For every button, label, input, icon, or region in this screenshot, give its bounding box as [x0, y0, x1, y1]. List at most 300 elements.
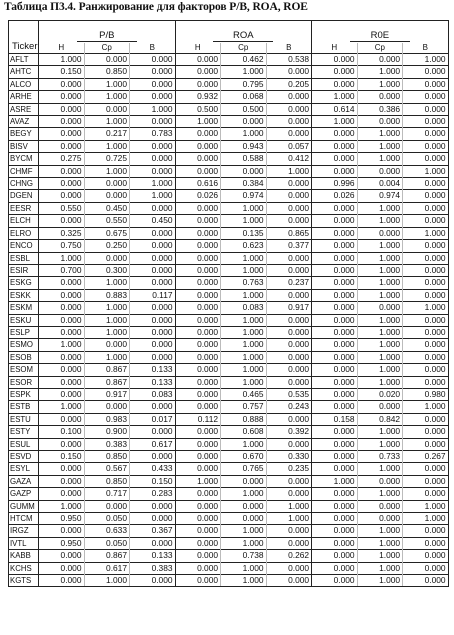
- value-cell: 1.000: [84, 302, 130, 314]
- value-cell: 0.000: [266, 66, 312, 78]
- value-cell: 1.000: [84, 277, 130, 289]
- ticker-cell: HTCM: [9, 513, 39, 525]
- value-cell: 0.000: [130, 426, 176, 438]
- value-cell: 0.000: [84, 178, 130, 190]
- value-cell: 1.000: [39, 54, 85, 66]
- value-cell: 1.000: [221, 339, 267, 351]
- ticker-cell: ASRE: [9, 103, 39, 115]
- value-cell: 0.386: [357, 103, 403, 115]
- ticker-cell: AVAZ: [9, 116, 39, 128]
- table-row: [9, 550, 449, 562]
- value-cell: 0.000: [266, 475, 312, 487]
- value-cell: 0.535: [266, 388, 312, 400]
- value-cell: 0.283: [130, 488, 176, 500]
- value-cell: 0.250: [84, 240, 130, 252]
- value-cell: 0.750: [39, 240, 85, 252]
- value-cell: 0.000: [39, 289, 85, 301]
- value-cell: 0.000: [175, 252, 221, 264]
- value-cell: 0.217: [84, 128, 130, 140]
- value-cell: 0.883: [84, 289, 130, 301]
- value-cell: 0.133: [130, 550, 176, 562]
- value-cell: 0.917: [84, 388, 130, 400]
- ticker-cell: ESUL: [9, 438, 39, 450]
- value-cell: 0.867: [84, 550, 130, 562]
- value-cell: 1.000: [403, 401, 449, 413]
- value-cell: 0.917: [266, 302, 312, 314]
- value-cell: 0.267: [403, 451, 449, 463]
- ticker-cell: ESKG: [9, 277, 39, 289]
- value-cell: 0.675: [84, 227, 130, 239]
- ticker-cell: ESOR: [9, 376, 39, 388]
- value-cell: 0.670: [221, 451, 267, 463]
- value-cell: 1.000: [221, 264, 267, 276]
- value-cell: 0.000: [403, 575, 449, 587]
- value-cell: 1.000: [221, 351, 267, 363]
- value-cell: 0.205: [266, 78, 312, 90]
- value-cell: 1.000: [403, 302, 449, 314]
- value-cell: 1.000: [84, 351, 130, 363]
- value-cell: 0.000: [312, 215, 358, 227]
- value-cell: 0.614: [312, 103, 358, 115]
- value-cell: 0.000: [175, 314, 221, 326]
- table-row: [9, 91, 449, 103]
- value-cell: 1.000: [357, 277, 403, 289]
- value-cell: 0.000: [221, 475, 267, 487]
- value-cell: 0.757: [221, 401, 267, 413]
- value-cell: 0.000: [175, 240, 221, 252]
- value-cell: 1.000: [357, 364, 403, 376]
- value-cell: 1.000: [84, 314, 130, 326]
- value-cell: 0.000: [266, 215, 312, 227]
- value-cell: 0.000: [39, 438, 85, 450]
- value-cell: 0.000: [39, 78, 85, 90]
- value-cell: 1.000: [130, 178, 176, 190]
- value-cell: 0.000: [266, 314, 312, 326]
- value-cell: 0.000: [357, 401, 403, 413]
- value-cell: 0.865: [266, 227, 312, 239]
- value-cell: 0.000: [312, 488, 358, 500]
- value-cell: 0.000: [39, 388, 85, 400]
- value-cell: 0.000: [175, 451, 221, 463]
- subheader-high: В: [266, 43, 312, 54]
- value-cell: 0.950: [39, 513, 85, 525]
- value-cell: 0.000: [39, 314, 85, 326]
- value-cell: 0.000: [403, 178, 449, 190]
- value-cell: 1.000: [357, 376, 403, 388]
- table-row: [9, 513, 449, 525]
- value-cell: 0.000: [403, 351, 449, 363]
- table-row: [9, 227, 449, 239]
- value-cell: 0.000: [266, 252, 312, 264]
- value-cell: 0.000: [221, 116, 267, 128]
- value-cell: 0.538: [266, 54, 312, 66]
- table-row: [9, 426, 449, 438]
- ticker-cell: GAZA: [9, 475, 39, 487]
- table-row: [9, 215, 449, 227]
- value-cell: 0.000: [403, 376, 449, 388]
- ticker-cell: ESOM: [9, 364, 39, 376]
- value-cell: 0.000: [312, 451, 358, 463]
- value-cell: 0.550: [39, 202, 85, 214]
- value-cell: 0.733: [357, 451, 403, 463]
- value-cell: 0.000: [130, 140, 176, 152]
- ticker-cell: ELCH: [9, 215, 39, 227]
- value-cell: 1.000: [130, 103, 176, 115]
- value-cell: 1.000: [403, 500, 449, 512]
- group-header-pb: P/B: [39, 21, 176, 44]
- table-row: [9, 190, 449, 202]
- value-cell: 0.000: [266, 562, 312, 574]
- value-cell: 0.000: [175, 401, 221, 413]
- value-cell: 0.000: [312, 513, 358, 525]
- subheader-low: Н: [39, 43, 85, 54]
- value-cell: 1.000: [221, 215, 267, 227]
- value-cell: 0.000: [403, 252, 449, 264]
- value-cell: 1.000: [357, 289, 403, 301]
- value-cell: 0.000: [403, 488, 449, 500]
- value-cell: 1.000: [312, 91, 358, 103]
- value-cell: 0.000: [312, 240, 358, 252]
- value-cell: 0.020: [357, 388, 403, 400]
- subheader-mid: Ср: [221, 43, 267, 54]
- value-cell: 0.383: [130, 562, 176, 574]
- value-cell: 0.000: [403, 537, 449, 549]
- value-cell: 1.000: [84, 116, 130, 128]
- value-cell: 0.983: [84, 413, 130, 425]
- value-cell: 0.623: [221, 240, 267, 252]
- value-cell: 0.135: [221, 227, 267, 239]
- value-cell: 1.000: [221, 537, 267, 549]
- value-cell: 1.000: [266, 500, 312, 512]
- value-cell: 0.000: [175, 78, 221, 90]
- value-cell: 1.000: [84, 165, 130, 177]
- value-cell: 0.000: [357, 91, 403, 103]
- value-cell: 0.000: [130, 91, 176, 103]
- value-cell: 1.000: [221, 252, 267, 264]
- value-cell: 0.000: [312, 562, 358, 574]
- table-row: [9, 488, 449, 500]
- value-cell: 0.462: [221, 54, 267, 66]
- ticker-cell: KCHS: [9, 562, 39, 574]
- value-cell: 0.000: [84, 500, 130, 512]
- subheader-mid: Ср: [357, 43, 403, 54]
- value-cell: 0.000: [39, 215, 85, 227]
- value-cell: 0.000: [266, 438, 312, 450]
- value-cell: 0.000: [39, 550, 85, 562]
- table-row: [9, 165, 449, 177]
- value-cell: 0.026: [175, 190, 221, 202]
- table-row: [9, 264, 449, 276]
- value-cell: 0.725: [84, 153, 130, 165]
- value-cell: 0.000: [266, 202, 312, 214]
- value-cell: 0.133: [130, 376, 176, 388]
- value-cell: 0.300: [84, 264, 130, 276]
- value-cell: 1.000: [357, 78, 403, 90]
- value-cell: 0.000: [403, 91, 449, 103]
- table-row: [9, 364, 449, 376]
- table-row: [9, 128, 449, 140]
- value-cell: 0.000: [175, 388, 221, 400]
- value-cell: 0.974: [221, 190, 267, 202]
- value-cell: 1.000: [357, 488, 403, 500]
- value-cell: 0.000: [175, 562, 221, 574]
- value-cell: 0.000: [130, 401, 176, 413]
- value-cell: 0.000: [39, 140, 85, 152]
- value-cell: 0.633: [84, 525, 130, 537]
- value-cell: 0.943: [221, 140, 267, 152]
- group-header-roa: ROA: [175, 21, 312, 44]
- value-cell: 0.433: [130, 463, 176, 475]
- value-cell: 1.000: [357, 240, 403, 252]
- value-cell: 0.026: [312, 190, 358, 202]
- value-cell: 0.000: [403, 116, 449, 128]
- value-cell: 1.000: [84, 575, 130, 587]
- ticker-header: Ticker: [9, 21, 39, 54]
- header-row-groups: [9, 21, 449, 44]
- value-cell: 0.000: [175, 215, 221, 227]
- value-cell: 1.000: [357, 153, 403, 165]
- value-cell: 0.050: [84, 537, 130, 549]
- value-cell: 0.000: [266, 116, 312, 128]
- value-cell: 1.000: [357, 537, 403, 549]
- value-cell: 0.000: [403, 153, 449, 165]
- value-cell: 1.000: [357, 550, 403, 562]
- value-cell: 0.000: [312, 388, 358, 400]
- value-cell: 1.000: [221, 202, 267, 214]
- value-cell: 0.765: [221, 463, 267, 475]
- ticker-cell: KGTS: [9, 575, 39, 587]
- value-cell: 0.700: [39, 264, 85, 276]
- value-cell: 0.500: [221, 103, 267, 115]
- value-cell: 1.000: [403, 227, 449, 239]
- ticker-cell: ESKK: [9, 289, 39, 301]
- value-cell: 0.000: [403, 525, 449, 537]
- value-cell: 0.275: [39, 153, 85, 165]
- value-cell: 0.000: [175, 438, 221, 450]
- header-row-sub: [9, 43, 449, 54]
- value-cell: 0.000: [39, 190, 85, 202]
- table-row: [9, 351, 449, 363]
- value-cell: 0.000: [130, 339, 176, 351]
- subheader-high: В: [130, 43, 176, 54]
- value-cell: 0.000: [130, 575, 176, 587]
- subheader-low: Н: [312, 43, 358, 54]
- value-cell: 1.000: [84, 91, 130, 103]
- value-cell: 0.000: [130, 500, 176, 512]
- value-cell: 0.000: [403, 326, 449, 338]
- value-cell: 1.000: [175, 116, 221, 128]
- value-cell: 0.000: [175, 202, 221, 214]
- table-row: [9, 103, 449, 115]
- value-cell: 0.000: [312, 289, 358, 301]
- value-cell: 0.000: [175, 264, 221, 276]
- value-cell: 0.717: [84, 488, 130, 500]
- value-cell: 0.000: [130, 78, 176, 90]
- ticker-cell: GAZP: [9, 488, 39, 500]
- value-cell: 0.237: [266, 277, 312, 289]
- value-cell: 1.000: [357, 463, 403, 475]
- ticker-cell: ESMO: [9, 339, 39, 351]
- value-cell: 0.330: [266, 451, 312, 463]
- table-row: [9, 451, 449, 463]
- value-cell: 0.000: [266, 537, 312, 549]
- value-cell: 0.000: [312, 202, 358, 214]
- table-row: [9, 438, 449, 450]
- value-cell: 1.000: [221, 364, 267, 376]
- value-cell: 0.000: [312, 500, 358, 512]
- value-cell: 0.000: [130, 351, 176, 363]
- value-cell: 1.000: [39, 500, 85, 512]
- table-row: [9, 314, 449, 326]
- value-cell: 0.000: [266, 413, 312, 425]
- table-row: [9, 413, 449, 425]
- ticker-cell: ESVD: [9, 451, 39, 463]
- value-cell: 0.000: [403, 215, 449, 227]
- subheader-low: Н: [175, 43, 221, 54]
- value-cell: 0.000: [39, 575, 85, 587]
- value-cell: 0.000: [403, 66, 449, 78]
- table-row: [9, 289, 449, 301]
- value-cell: 0.000: [312, 264, 358, 276]
- value-cell: 1.000: [312, 116, 358, 128]
- value-cell: 0.000: [130, 252, 176, 264]
- value-cell: 0.000: [312, 302, 358, 314]
- table-row: [9, 140, 449, 152]
- value-cell: 0.567: [84, 463, 130, 475]
- value-cell: 0.850: [84, 66, 130, 78]
- value-cell: 1.000: [357, 314, 403, 326]
- value-cell: 0.763: [221, 277, 267, 289]
- value-cell: 0.550: [84, 215, 130, 227]
- value-cell: 0.000: [357, 54, 403, 66]
- value-cell: 0.465: [221, 388, 267, 400]
- value-cell: 0.000: [221, 513, 267, 525]
- value-cell: 0.738: [221, 550, 267, 562]
- group-header-roe: R0E: [312, 21, 449, 44]
- value-cell: 0.000: [175, 165, 221, 177]
- value-cell: 0.000: [403, 562, 449, 574]
- value-cell: 1.000: [84, 326, 130, 338]
- value-cell: 1.000: [84, 78, 130, 90]
- value-cell: 0.000: [312, 463, 358, 475]
- value-cell: 0.980: [403, 388, 449, 400]
- value-cell: 0.000: [84, 103, 130, 115]
- ticker-cell: BYCM: [9, 153, 39, 165]
- value-cell: 0.392: [266, 426, 312, 438]
- value-cell: 0.000: [403, 413, 449, 425]
- value-cell: 0.000: [130, 202, 176, 214]
- value-cell: 0.000: [39, 277, 85, 289]
- value-cell: 0.000: [266, 103, 312, 115]
- value-cell: 0.588: [221, 153, 267, 165]
- value-cell: 0.150: [39, 66, 85, 78]
- value-cell: 0.000: [312, 153, 358, 165]
- value-cell: 0.000: [403, 289, 449, 301]
- value-cell: 0.000: [39, 116, 85, 128]
- value-cell: 0.000: [266, 351, 312, 363]
- subheader-mid: Ср: [84, 43, 130, 54]
- value-cell: 0.000: [175, 66, 221, 78]
- value-cell: 0.000: [221, 500, 267, 512]
- table-row: [9, 277, 449, 289]
- value-cell: 0.000: [39, 488, 85, 500]
- ticker-cell: ESIR: [9, 264, 39, 276]
- table-row: [9, 525, 449, 537]
- value-cell: 0.000: [130, 513, 176, 525]
- value-cell: 0.000: [175, 140, 221, 152]
- value-cell: 1.000: [266, 165, 312, 177]
- value-cell: 0.000: [403, 475, 449, 487]
- table-row: [9, 475, 449, 487]
- value-cell: 1.000: [175, 475, 221, 487]
- value-cell: 0.000: [357, 165, 403, 177]
- value-cell: 0.000: [39, 103, 85, 115]
- value-cell: 0.000: [312, 128, 358, 140]
- value-cell: 0.000: [39, 364, 85, 376]
- table-row: [9, 326, 449, 338]
- value-cell: 0.000: [39, 413, 85, 425]
- value-cell: 0.974: [357, 190, 403, 202]
- value-cell: 0.000: [84, 54, 130, 66]
- value-cell: 0.000: [175, 153, 221, 165]
- value-cell: 0.000: [39, 475, 85, 487]
- value-cell: 0.000: [175, 488, 221, 500]
- ticker-cell: ENCO: [9, 240, 39, 252]
- value-cell: 0.000: [357, 500, 403, 512]
- table-body: [9, 54, 449, 587]
- value-cell: 0.867: [84, 364, 130, 376]
- ranking-table: [8, 20, 449, 587]
- value-cell: 0.050: [84, 513, 130, 525]
- value-cell: 0.000: [266, 128, 312, 140]
- value-cell: 0.000: [357, 475, 403, 487]
- value-cell: 0.000: [266, 264, 312, 276]
- value-cell: 1.000: [357, 326, 403, 338]
- value-cell: 1.000: [357, 351, 403, 363]
- value-cell: 0.000: [130, 451, 176, 463]
- value-cell: 0.383: [84, 438, 130, 450]
- value-cell: 0.000: [266, 289, 312, 301]
- value-cell: 0.000: [175, 302, 221, 314]
- value-cell: 0.000: [175, 364, 221, 376]
- value-cell: 0.000: [130, 66, 176, 78]
- ticker-cell: CHMF: [9, 165, 39, 177]
- ticker-cell: ARHE: [9, 91, 39, 103]
- value-cell: 0.000: [84, 252, 130, 264]
- value-cell: 0.000: [266, 575, 312, 587]
- ticker-cell: ESBL: [9, 252, 39, 264]
- ticker-cell: IVTL: [9, 537, 39, 549]
- value-cell: 0.000: [39, 376, 85, 388]
- value-cell: 0.000: [403, 103, 449, 115]
- value-cell: 0.000: [39, 351, 85, 363]
- value-cell: 0.000: [312, 550, 358, 562]
- value-cell: 0.000: [130, 277, 176, 289]
- value-cell: 1.000: [357, 438, 403, 450]
- value-cell: 0.000: [39, 178, 85, 190]
- value-cell: 0.000: [130, 153, 176, 165]
- value-cell: 0.000: [312, 351, 358, 363]
- value-cell: 0.900: [84, 426, 130, 438]
- value-cell: 0.996: [312, 178, 358, 190]
- value-cell: 0.133: [130, 364, 176, 376]
- value-cell: 0.000: [175, 426, 221, 438]
- value-cell: 0.000: [403, 264, 449, 276]
- value-cell: 0.000: [312, 78, 358, 90]
- ticker-cell: ALCO: [9, 78, 39, 90]
- value-cell: 0.842: [357, 413, 403, 425]
- table-row: [9, 302, 449, 314]
